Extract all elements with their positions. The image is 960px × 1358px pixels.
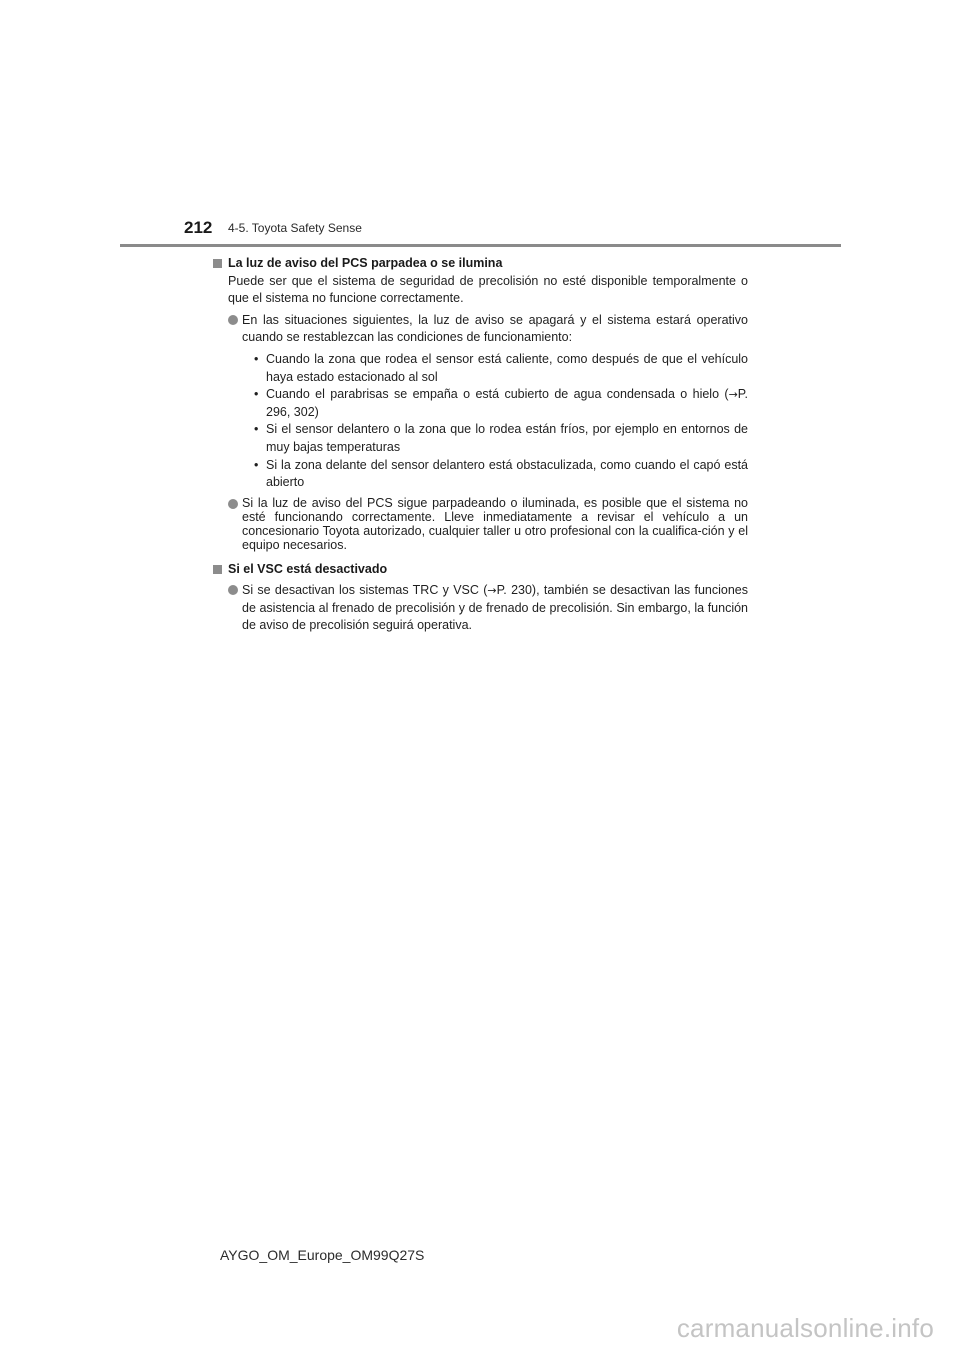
bullet-item — [228, 312, 748, 492]
dot-bullet-icon: • — [254, 422, 259, 437]
page-number: 212 — [184, 218, 213, 237]
list-item-text: Si la zona delante del sensor delantero está obstaculizada, como cuando el capó está abierto — [266, 457, 748, 490]
bullet-item — [228, 496, 748, 553]
dot-bullet-icon: • — [254, 387, 259, 402]
watermark: carmanualsonline.info — [676, 1313, 934, 1343]
list-item-text: Cuando el parabrisas se empaña o está cubierto de agua condensada o hielo ( — [266, 387, 729, 402]
square-bullet-icon — [213, 259, 222, 268]
bullet-text — [242, 582, 748, 635]
circle-bullet-icon — [228, 315, 238, 325]
section-title: 4-5. Toyota Safety Sense — [228, 221, 362, 235]
bullet-item — [228, 582, 748, 635]
topic-intro: Puede ser que el sistema de seguridad de precolisión no esté disponible temporalmente o que el sistema no funcione correctamente. — [228, 273, 748, 306]
list-item-text: Cuando la zona que rodea el sensor está caliente, como después de que el vehículo haya estado estacionado al sol — [266, 351, 748, 384]
square-bullet-icon — [213, 565, 222, 574]
list-item — [242, 351, 748, 386]
topic-pcs-warning-light — [212, 255, 748, 553]
list-item — [242, 421, 748, 456]
circle-bullet-icon — [228, 499, 238, 509]
bullet-text: En las situaciones siguientes, la luz de aviso se apagará y el sistema estará operativo cuando se restablezcan las condiciones de funcionamiento: — [242, 312, 748, 345]
circle-bullet-icon — [228, 585, 238, 595]
arrow-right-icon: → — [728, 388, 738, 402]
page-reference: P. 296, 302) — [266, 387, 748, 419]
main-content — [212, 255, 748, 635]
header-divider — [120, 244, 841, 247]
list-item — [242, 457, 748, 492]
topic-title: La luz de aviso del PCS parpadea o se ilumina — [228, 256, 503, 270]
list-item — [242, 386, 748, 421]
dot-bullet-icon: • — [254, 457, 259, 472]
condition-list — [242, 351, 748, 492]
dot-bullet-icon: • — [254, 351, 259, 366]
document-code: AYGO_OM_Europe_OM99Q27S — [220, 1247, 425, 1263]
topic-vsc-off — [212, 561, 748, 635]
bullet-text-start: Si se desactivan los sistemas TRC y VSC ( — [242, 583, 488, 598]
arrow-right-icon: → — [487, 584, 497, 598]
bullet-text: Si la luz de aviso del PCS sigue parpadeando o iluminada, es posible que el sistema no esté funcionando correctamente. Lleve inmediatamente a revisar el vehículo a un concesionario Toyota autorizado, cualquier taller u otro profesional con la cualifica-ción y el equipo necesarios. — [242, 495, 748, 553]
topic-title: Si el VSC está desactivado — [228, 561, 388, 576]
bullet-text-rest: P. 230), también se desactivan las funciones de asistencia al frenado de precolisión y de frenado de precolisión. Sin embargo, la función de aviso de precolisión seguirá operativa. — [242, 583, 748, 633]
list-item-text: Si el sensor delantero o la zona que lo rodea están fríos, por ejemplo en entornos de muy bajas temperaturas — [266, 422, 748, 454]
